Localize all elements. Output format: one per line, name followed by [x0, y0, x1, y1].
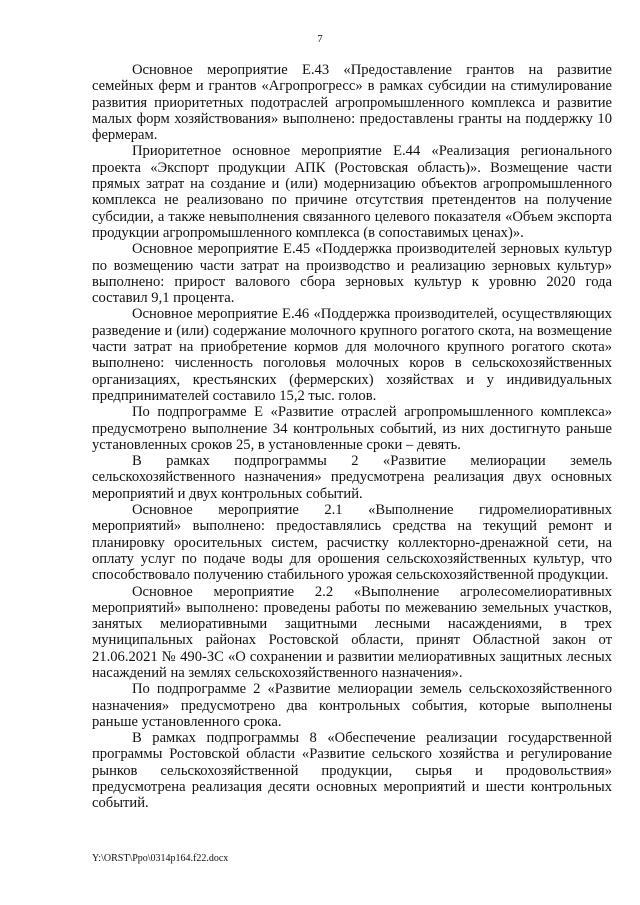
file-path-footer: Y:\ORST\Ppo\0314p164.f22.docx [92, 853, 229, 864]
paragraph: Основное мероприятие Е.43 «Предоставление грантов на развитие семейных ферм и грантов «Агропрогресс» в рамках субсидии на стимулирование развития приоритетных подотраслей агропромышленного комплекса и развитие малых форм хозяйствования» выполнено: предоставлены гранты на поддержку 10 фермерам. [92, 62, 612, 144]
paragraph: Приоритетное основное мероприятие Е.44 «Реализация регионального проекта «Экспорт продукции АПК (Ростовская область)». Возмещение части прямых затрат на создание и (или) модернизацию объектов агропромышленного комплекса не реализовано по причине отсутствия претендентов на получение субсидии, а также невыполнения связанного целевого показателя «Объем экспорта продукции агропромышленного комплекса (в сопоставимых ценах)». [92, 143, 612, 241]
paragraph: В рамках подпрограммы 8 «Обеспечение реализации государственной программы Ростовской области «Развитие сельского хозяйства и регулирование рынков сельскохозяйственной продукции, сырья и продовольствия» предусмотрена реализация десяти основных мероприятий и шести контрольных событий. [92, 730, 612, 812]
paragraph: По подпрограмме 2 «Развитие мелиорации земель сельскохозяйственного назначения» предусмотрено два контрольных события, которые выполнены раньше установленного срока. [92, 681, 612, 730]
paragraph: Основное мероприятие Е.46 «Поддержка производителей, осуществляющих разведение и (или) содержание молочного крупного рогатого скота, на возмещение части затрат на приобретение кормов для молочного крупного рогатого скота» выполнено: численность поголовья молочных коров в сельскохозяйственных организациях, крестьянских (фермерских) хозяйствах и у индивидуальных предпринимателей составило 15,2 тыс. голов. [92, 306, 612, 404]
paragraph: В рамках подпрограммы 2 «Развитие мелиорации земель сельскохозяйственного назначения» предусмотрена реализация двух основных мероприятий и двух контрольных событий. [92, 453, 612, 502]
page-number: 7 [317, 33, 323, 45]
document-body [92, 62, 612, 812]
paragraph: Основное мероприятие 2.1 «Выполнение гидромелиоративных мероприятий» выполнено: предоставлялись средства на текущий ремонт и планировку оросительных систем, расчистку коллекторно-дренажной сети, на оплату услуг по подаче воды для орошения сельскохозяйственных культур, что способствовало получению стабильного урожая сельскохозяйственной продукции. [92, 502, 612, 584]
paragraph: Основное мероприятие Е.45 «Поддержка производителей зерновых культур по возмещению части затрат на производство и реализацию зерновых культур» выполнено: прирост валового сбора зерновых культур к уровню 2020 года составил 9,1 процента. [92, 241, 612, 307]
paragraph: По подпрограмме Е «Развитие отраслей агропромышленного комплекса» предусмотрено выполнение 34 контрольных событий, из них достигнуто раньше установленных сроков 25, в установленные сроки – девять. [92, 404, 612, 453]
paragraph: Основное мероприятие 2.2 «Выполнение агролесомелиоративных мероприятий» выполнено: проведены работы по межеванию земельных участков, занятых мелиоративными защитными лесными насаждениями, в трех муниципальных районах Ростовской области, принят Областной закон от 21.06.2021 № 490-ЗС «О сохранении и развитии мелиоративных защитных лесных насаждений на землях сельскохозяйственного назначения». [92, 583, 612, 681]
